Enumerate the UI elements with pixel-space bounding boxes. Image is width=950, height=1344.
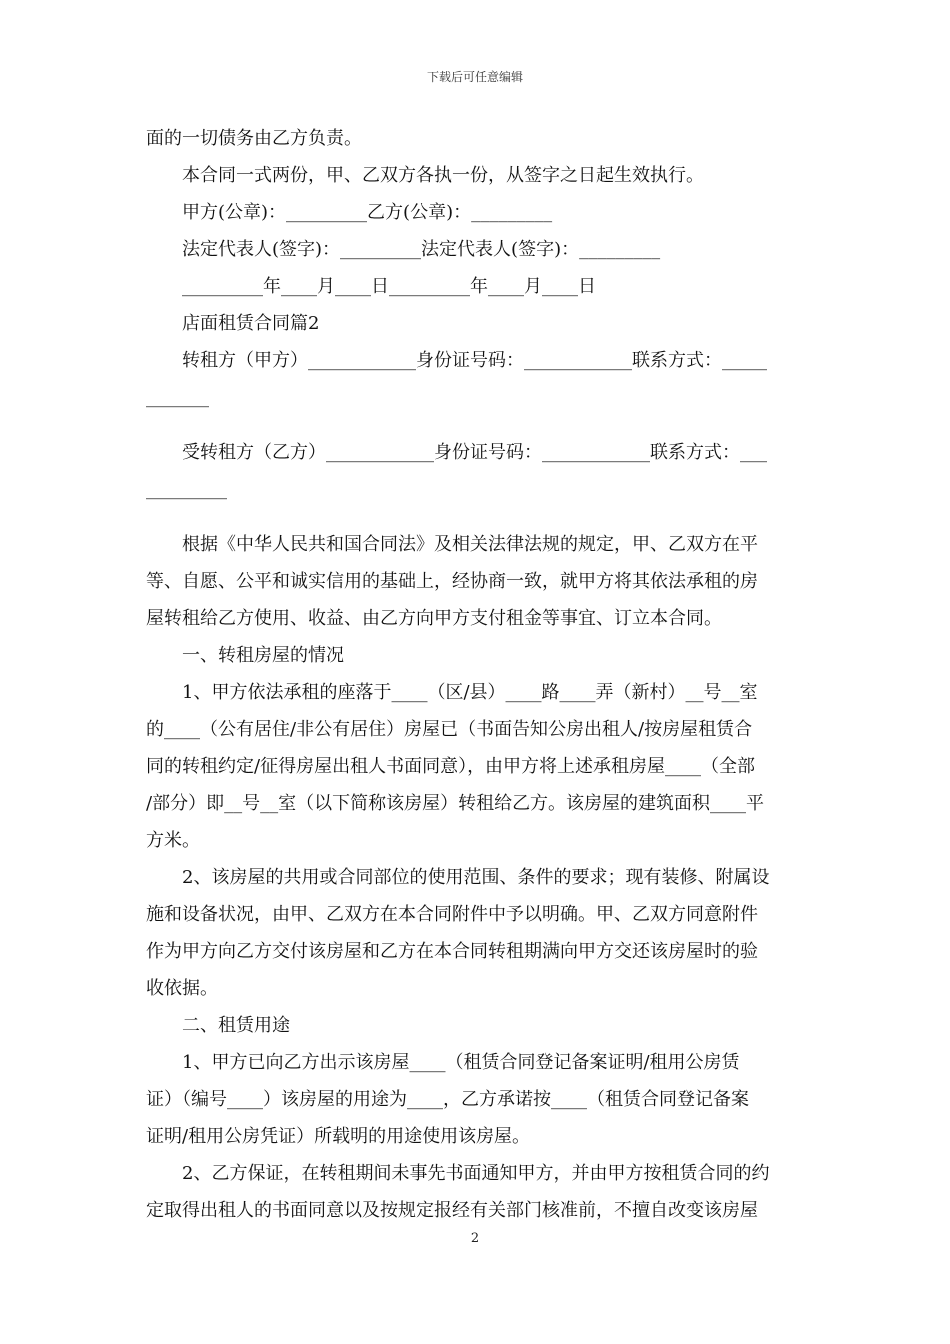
text-line: _________年____月____日_________年____月____日 xyxy=(182,276,596,297)
spacer xyxy=(146,508,806,526)
text-line: 二、租赁用途 xyxy=(182,1015,290,1036)
text-line: 证）（编号____）该房屋的用途为____，乙方承诺按____（租赁合同登记备案 xyxy=(146,1089,749,1110)
document-body xyxy=(146,120,806,1229)
spacer xyxy=(146,416,806,434)
text-line: _________ xyxy=(146,479,227,500)
text-line: /部分）即__号__室（以下简称该房屋）转租给乙方。该房屋的建筑面积____平 xyxy=(146,793,765,814)
text-line: 施和设备状况，由甲、乙双方在本合同附件中予以明确。甲、乙双方同意附件 xyxy=(146,904,758,925)
page-header: 下载后可任意编辑 xyxy=(426,70,523,84)
text-line: 同的转租约定/征得房屋出租人书面同意），由甲方将上述承租房屋____（全部 xyxy=(146,756,756,777)
text-line: 面的一切债务由乙方负责。 xyxy=(146,128,362,149)
text-line: 1、甲方依法承租的座落于____（区/县）____路____弄（新村）__号__室 xyxy=(182,682,758,703)
text-line: 本合同一式两份，甲、乙双方各执一份，从签字之日起生效执行。 xyxy=(182,165,704,186)
text-line: 一、转租房屋的情况 xyxy=(182,645,344,666)
text-line: 受转租方（乙方）____________身份证号码：____________联系方式：___ xyxy=(182,442,767,463)
text-line: 店面租赁合同篇2 xyxy=(182,313,320,334)
page-number: 2 xyxy=(470,1231,480,1246)
text-line: 作为甲方向乙方交付该房屋和乙方在本合同转租期满向甲方交还该房屋时的验 xyxy=(146,941,758,962)
text-line: 收依据。 xyxy=(146,978,218,999)
text-line: 转租方（甲方）____________身份证号码：____________联系方式：_____ xyxy=(182,350,767,371)
text-line: 根据《中华人民共和国合同法》及相关法律法规的规定，甲、乙双方在平 xyxy=(182,534,758,555)
text-line: _______ xyxy=(146,387,209,408)
text-line: 2、乙方保证，在转租期间未事先书面通知甲方，并由甲方按租赁合同的约 xyxy=(182,1163,770,1184)
text-line: 等、自愿、公平和诚实信用的基础上，经协商一致，就甲方将其依法承租的房 xyxy=(146,571,758,592)
text-line: 甲方(公章)：_________乙方(公章)：_________ xyxy=(182,202,553,223)
text-line: 方米。 xyxy=(146,830,200,851)
text-line: 证明/租用公房凭证）所载明的用途使用该房屋。 xyxy=(146,1126,531,1147)
text-line: 法定代表人(签字)：_________法定代表人(签字)：_________ xyxy=(182,239,661,260)
text-line: 屋转租给乙方使用、收益、由乙方向甲方支付租金等事宜、订立本合同。 xyxy=(146,608,722,629)
text-line: 的____（公有居住/非公有居住）房屋已（书面告知公房出租人/按房屋租赁合 xyxy=(146,719,753,740)
text-line: 2、该房屋的共用或合同部位的使用范围、条件的要求；现有装修、附属设 xyxy=(182,867,770,888)
text-line: 1、甲方已向乙方出示该房屋____（租赁合同登记备案证明/租用公房赁 xyxy=(182,1052,740,1073)
text-line: 定取得出租人的书面同意以及按规定报经有关部门核准前，不擅自改变该房屋 xyxy=(146,1200,758,1221)
